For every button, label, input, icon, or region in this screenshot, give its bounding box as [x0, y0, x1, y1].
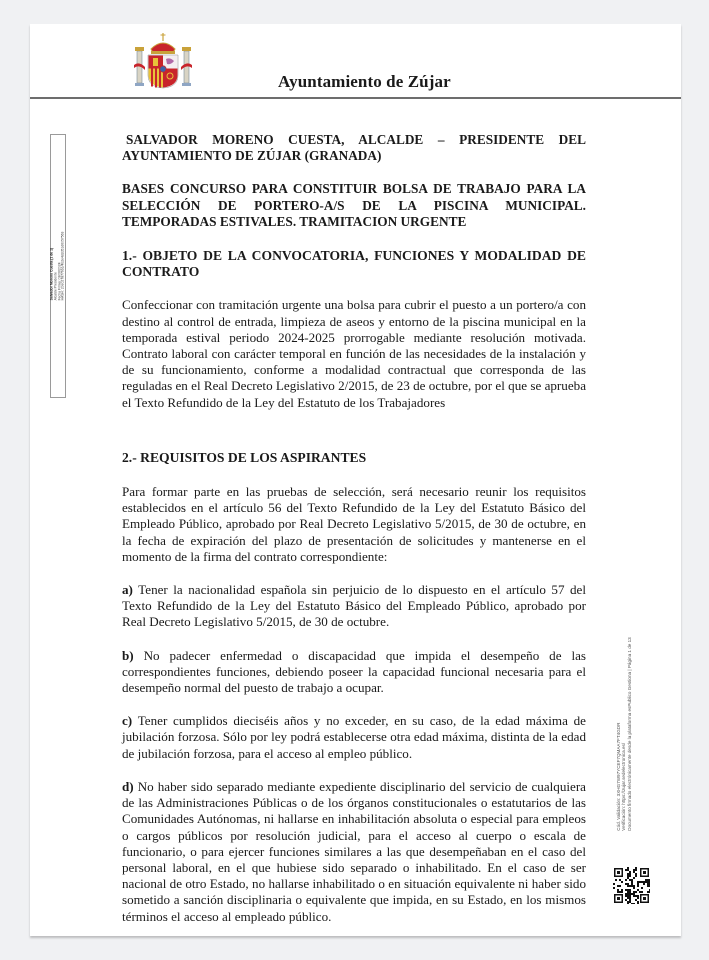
section1-body: Confeccionar con tramitación urgente una bolsa para cubrir el puesto a un portero/a con destino al control de entrada, limpieza de aseos y entorno de la piscina municipal en la temporada estival periodo 2024-2025 prorrogable mediante resolución motivada. Contrato laboral con carácter temporal en función de las necesidades de la instalación y de su funcionamiento, conforme a modalidad contractual que corresponda de las reguladas en el Real Decreto Legislativo 2/2015, de 23 de octubre, por el que se aprueba el Texto Refundido de la Ley del Estatuto de los Trabajadores — [122, 297, 586, 410]
signer-role: Alcalde Presidente — [53, 272, 58, 301]
signature-date: Fecha Firma: 03/06/2024 — [57, 262, 61, 301]
section2-intro: Para formar parte en las pruebas de selección, será necesario reunir los requisitos establecidos en el artículo 56 del Texto Refundido de la Ley del Estatuto Básico del Empleado Público, aprobado por Real Decreto Legislativo 5/2015, de 30 de octubre, en la fecha de expiración del plazo de presentación de solicitudes y mantenerse en el momento de la firma del contrato correspondiente: — [122, 484, 586, 564]
issuer-heading: SALVADOR MORENO CUESTA, ALCALDE – PRESIDENTE DEL AYUNTAMIENTO DE ZÚJAR (GRANADA) — [122, 132, 586, 164]
header-divider — [30, 97, 681, 99]
requirement-c-text: Tener cumplidos dieciséis años y no exceder, en su caso, de la edad máxima de jubilación forzosa. Sólo por ley podrá establecerse otra edad máxima, distinta de la edad de jubilación forzosa, para el acceso al empleo público. — [122, 713, 586, 761]
verification-url: Verificación: https://zujar.sedelectronica.es/ — [621, 742, 627, 831]
signer-name: Salvador Moreno Cuesta (1 de 1) — [49, 247, 54, 301]
requirement-d-label: d) — [122, 778, 134, 794]
requirement-b-label: b) — [122, 647, 134, 663]
bases-title: BASES CONCURSO PARA CONSTITUIR BOLSA DE TRABAJO PARA LA SELECCIÓN DE PORTERO-A/S DE LA PISCINA MUNICIPAL. TEMPORADAS ESTIVALES. TRAMITACION URGENTE — [122, 181, 586, 229]
signature-hash: HASH: 20e0278776b1/4b2e4d2d51d6057563 — [60, 231, 65, 301]
coat-of-arms-icon — [133, 31, 193, 91]
verification-footer — [612, 604, 636, 864]
requirement-a-text: Tener la nacionalidad española sin perjuicio de lo dispuesto en el artículo 57 del Texto Refundido de la Ley del Estatuto Básico del Empleado Público, aprobado por Real Decreto Legislativo 5/2015, de 30 de octubre. — [122, 582, 586, 630]
requirement-a-label: a) — [122, 582, 133, 598]
section2-heading: 2.- REQUISITOS DE LOS ASPIRANTES — [122, 449, 367, 465]
qr-code-icon — [613, 867, 650, 904]
document-body — [122, 132, 586, 925]
requirement-b — [122, 648, 586, 697]
document-page — [30, 24, 681, 936]
validation-code: Cód. Validación: 3XHG7W97YCEF7QMAA7FT4GDR — [615, 722, 621, 831]
requirement-d-text: No haber sido separado mediante expediente disciplinario del servicio de cualquiera de las Administraciones Públicas o de los órganos constitucionales o estatutarios de las Comunidades Autónomas, ni hallarse en inhabilitación absoluta o especial para empleos o cargos públicos por resolución judicial, para el acceso al cuerpo o escala de funcionario, o para ejercer funciones similares a las que desempeñaban en el caso del personal laboral, en el que hubiese sido separado o inhabilitado. En el caso de ser nacional de otro Estado, no hallarse inhabilitado o en situación equivalente ni haber sido sometido a sanción disciplinaria o equivalente que impida, en su Estado, en los mismos términos el acceso al empleado público. — [122, 778, 586, 924]
requirement-c-label: c) — [122, 713, 133, 729]
section1-heading: 1.- OBJETO DE LA CONVOCATORIA, FUNCIONES Y MODALIDAD DE CONTRATO — [122, 248, 586, 280]
signature-note: Documento firmado electrónicamente desde la plataforma esPublico Gestiona | Página 1 de 13 — [626, 637, 632, 831]
requirement-d — [122, 779, 586, 925]
signature-stamp — [50, 134, 66, 398]
requirement-a — [122, 582, 586, 631]
requirement-b-text: No padecer enfermedad o discapacidad que impida el desempeño de las correspondientes funciones, debiendo poseer la capacidad funcional necesaria para el desempeño normal del puesto de trabajo a ocupar. — [122, 647, 586, 696]
header-title: Ayuntamiento de Zújar — [278, 72, 451, 91]
requirement-c — [122, 713, 586, 762]
